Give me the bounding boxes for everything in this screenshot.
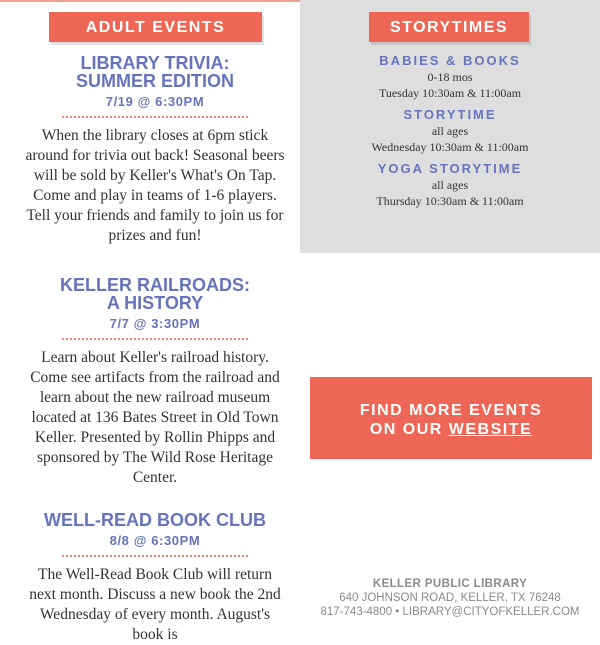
event-date: 8/8 @ 6:30PM bbox=[109, 533, 201, 548]
find-more-events-button[interactable] bbox=[310, 377, 592, 459]
dotted-divider bbox=[62, 555, 248, 557]
storytimes-list bbox=[300, 53, 600, 215]
list-item bbox=[300, 53, 600, 101]
cta-prefix: ON OUR bbox=[369, 421, 449, 438]
storytime-schedule: Tuesday 10:30am & 11:00am bbox=[378, 86, 522, 100]
library-name: KELLER PUBLIC LIBRARY bbox=[372, 578, 528, 590]
event-title: WELL-READ BOOK CLUB bbox=[44, 510, 266, 530]
contact-line bbox=[300, 605, 600, 619]
event-title-line: LIBRARY TRIVIA: bbox=[80, 53, 230, 73]
event-date: 7/19 @ 6:30PM bbox=[105, 94, 205, 109]
list-item bbox=[300, 161, 600, 209]
event-well-read-book-club bbox=[24, 511, 286, 645]
storytime-schedule: Thursday 10:30am & 11:00am bbox=[376, 194, 524, 208]
event-keller-railroads bbox=[24, 276, 286, 488]
event-title bbox=[24, 276, 286, 312]
library-address: 640 JOHNSON ROAD, KELLER, TX 76248 bbox=[339, 592, 561, 604]
storytime-schedule: Wednesday 10:30am & 11:00am bbox=[371, 140, 529, 154]
event-description: Learn about Keller's railroad history. Come see artifacts from the railroad and learn about the new railroad museum located at 136 Bates Street in Old Town Keller. Presented by Rollin Phipps and sponsored by The Wild Rose Heritage Center. bbox=[30, 349, 280, 486]
dotted-divider bbox=[62, 116, 248, 118]
event-title-line: SUMMER EDITION bbox=[75, 71, 234, 91]
event-description: When the library closes at 6pm stick around for trivia out back! Seasonal beers will be sold by Keller's What's On Tap. Come and play in teams of 1-6 players. Tell your friends and family to join us for prizes and fun! bbox=[25, 127, 285, 244]
cta-line-1: FIND MORE EVENTS bbox=[359, 402, 543, 419]
storytime-name: BABIES & BOOKS bbox=[379, 53, 521, 68]
separator: • bbox=[392, 606, 403, 618]
storytime-ages: 0-18 mos bbox=[427, 70, 473, 84]
storytime-ages: all ages bbox=[431, 124, 469, 138]
storytimes-panel bbox=[300, 0, 600, 253]
list-item bbox=[300, 107, 600, 155]
storytime-ages: all ages bbox=[431, 178, 469, 192]
adult-events-heading: ADULT EVENTS bbox=[49, 12, 262, 42]
storytime-name: YOGA STORYTIME bbox=[377, 161, 523, 176]
phone-number[interactable]: 817-743-4800 bbox=[320, 606, 393, 618]
website-link[interactable]: WEBSITE bbox=[448, 421, 533, 438]
event-library-trivia bbox=[24, 54, 286, 246]
storytimes-heading: STORYTIMES bbox=[369, 12, 529, 42]
footer bbox=[300, 577, 600, 619]
event-date: 7/7 @ 3:30PM bbox=[109, 316, 201, 331]
event-title-line: A HISTORY bbox=[106, 293, 204, 313]
event-title bbox=[24, 54, 286, 90]
email-link[interactable]: LIBRARY@CITYOFKELLER.COM bbox=[402, 606, 580, 618]
cta-line-2 bbox=[310, 420, 592, 439]
storytime-name: STORYTIME bbox=[403, 107, 497, 122]
event-description: The Well-Read Book Club will return next month. Discuss a new book the 2nd Wednesday of every month. August's book is bbox=[29, 566, 281, 643]
event-title-line: KELLER RAILROADS: bbox=[60, 275, 250, 295]
dotted-divider bbox=[62, 338, 248, 340]
